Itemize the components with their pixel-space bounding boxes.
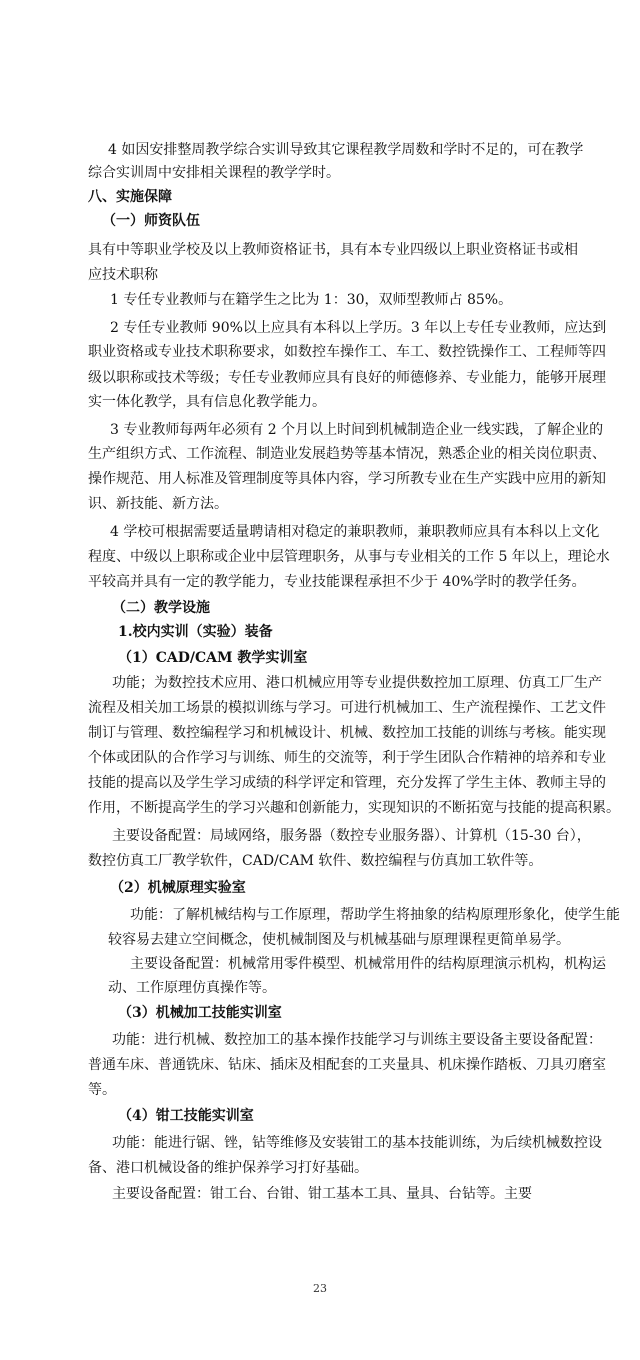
heading-line: （1）CAD/CAM 教学实训室 bbox=[118, 650, 308, 666]
heading-line: （一）师资队伍 bbox=[102, 213, 200, 229]
heading-line: （二）教学设施 bbox=[112, 600, 210, 616]
text-line: 功能；为数控技术应用、港口机械应用等专业提供数控加工原理、仿真工厂生产 bbox=[112, 675, 602, 691]
text-line: 普通车床、普通铣床、钻床、插床及相配套的工夹量具、机床操作踏板、刀具刃磨室 bbox=[88, 1057, 606, 1073]
text-line: 数控仿真工厂教学软件，CAD/CAM 软件、数控编程与仿真加工软件等。 bbox=[88, 853, 543, 869]
text-line: 应技术职称 bbox=[88, 267, 158, 283]
text-line: 功能：能进行锯、锉，钻等维修及安装钳工的基本技能训练，为后续机械数控设 bbox=[112, 1135, 602, 1151]
text-line: 备、港口机械设备的维护保养学习打好基础。 bbox=[88, 1160, 368, 1176]
text-line: 主要设备配置：机械常用零件模型、机械常用件的结构原理演示机构，机构运 bbox=[130, 956, 606, 972]
text-line: 1 专任专业教师与在籍学生之比为 1：30，双师型教师占 85%。 bbox=[110, 292, 513, 308]
text-line: 3 专业教师每两年必须有 2 个月以上时间到机械制造企业一线实践，了解企业的 bbox=[110, 422, 604, 438]
heading-line: （3）机械加工技能实训室 bbox=[118, 1005, 282, 1021]
text-line: 作用，不断提高学生的学习兴趣和创新能力，实现知识的不断拓宽与技能的提高积累。 bbox=[88, 800, 620, 816]
text-line: 技能的提高以及学生学习成绩的科学评定和管理，充分发挥了学生主体、教师主导的 bbox=[88, 775, 606, 791]
text-line: 动、工作原理仿真操作等。 bbox=[108, 980, 276, 996]
text-line: 功能：了解机械结构与工作原理，帮助学生将抽象的结构原理形象化，使学生能 bbox=[130, 907, 620, 923]
text-line: 等。 bbox=[88, 1082, 116, 1098]
text-line: 制订与管理、数控编程学习和机械设计、机械、数控加工技能的训练与考核。能实现 bbox=[88, 725, 606, 741]
text-line: 4 学校可根据需要适量聘请相对稳定的兼职教师，兼职教师应具有本科以上文化 bbox=[110, 524, 600, 540]
text-line: 实一体化教学，具有信息化教学能力。 bbox=[88, 394, 326, 410]
text-line: 程度、中级以上职称或企业中层管理职务，从事与专业相关的工作 5 年以上，理论水 bbox=[88, 549, 610, 565]
text-line: 级以职称或技术等级；专任专业教师应具有良好的师德修养、专业能力，能够开展理 bbox=[88, 370, 606, 386]
text-line: 综合实训周中安排相关课程的教学学时。 bbox=[88, 165, 340, 181]
text-line: 生产组织方式、工作流程、制造业发展趋势等基本情况，熟悉企业的相关岗位职责、 bbox=[88, 446, 606, 462]
text-line: 较容易去建立空间概念，使机械制图及与机械基础与原理课程更简单易学。 bbox=[108, 932, 570, 948]
text-line: 主要设备配置：钳工台、台钳、钳工基本工具、量具、台钻等。主要 bbox=[112, 1186, 532, 1202]
heading-line: （2）机械原理实验室 bbox=[110, 880, 246, 896]
text-line: 个体或团队的合作学习与训练、师生的交流等，利于学生团队合作精神的培养和专业 bbox=[88, 750, 606, 766]
text-line: 主要设备配置：局域网络，服务器（数控专业服务器）、计算机（15-30 台）， bbox=[112, 828, 591, 844]
heading-line: 八、实施保障 bbox=[88, 189, 172, 205]
text-line: 4 如因安排整周教学综合实训导致其它课程教学周数和学时不足的，可在教学 bbox=[108, 142, 584, 158]
text-line: 功能：进行机械、数控加工的基本操作技能学习与训练主要设备主要设备配置： bbox=[112, 1032, 602, 1048]
text-line: 操作规范、用人标准及管理制度等具体内容，学习所教专业在生产实践中应用的新知 bbox=[88, 471, 606, 487]
text-line: 2 专任专业教师 90%以上应具有本科以上学历。3 年以上专任专业教师，应达到 bbox=[110, 320, 607, 336]
text-line: 具有中等职业学校及以上教师资格证书，具有本专业四级以上职业资格证书或相 bbox=[88, 242, 578, 258]
text-line: 职业资格或专业技术职称要求，如数控车操作工、车工、数控铣操作工、工程师等四 bbox=[88, 344, 606, 360]
heading-line: 1.校内实训（实验）装备 bbox=[118, 624, 273, 640]
page-number: 23 bbox=[313, 1282, 327, 1295]
text-line: 识、新技能、新方法。 bbox=[88, 496, 228, 512]
text-line: 平较高并具有一定的教学能力，专业技能课程承担不少于 40%学时的教学任务。 bbox=[88, 574, 586, 590]
text-line: 流程及相关加工场景的模拟训练与学习。可进行机械加工、生产流程操作、工艺文件 bbox=[88, 700, 606, 716]
heading-line: （4）钳工技能实训室 bbox=[118, 1108, 254, 1124]
